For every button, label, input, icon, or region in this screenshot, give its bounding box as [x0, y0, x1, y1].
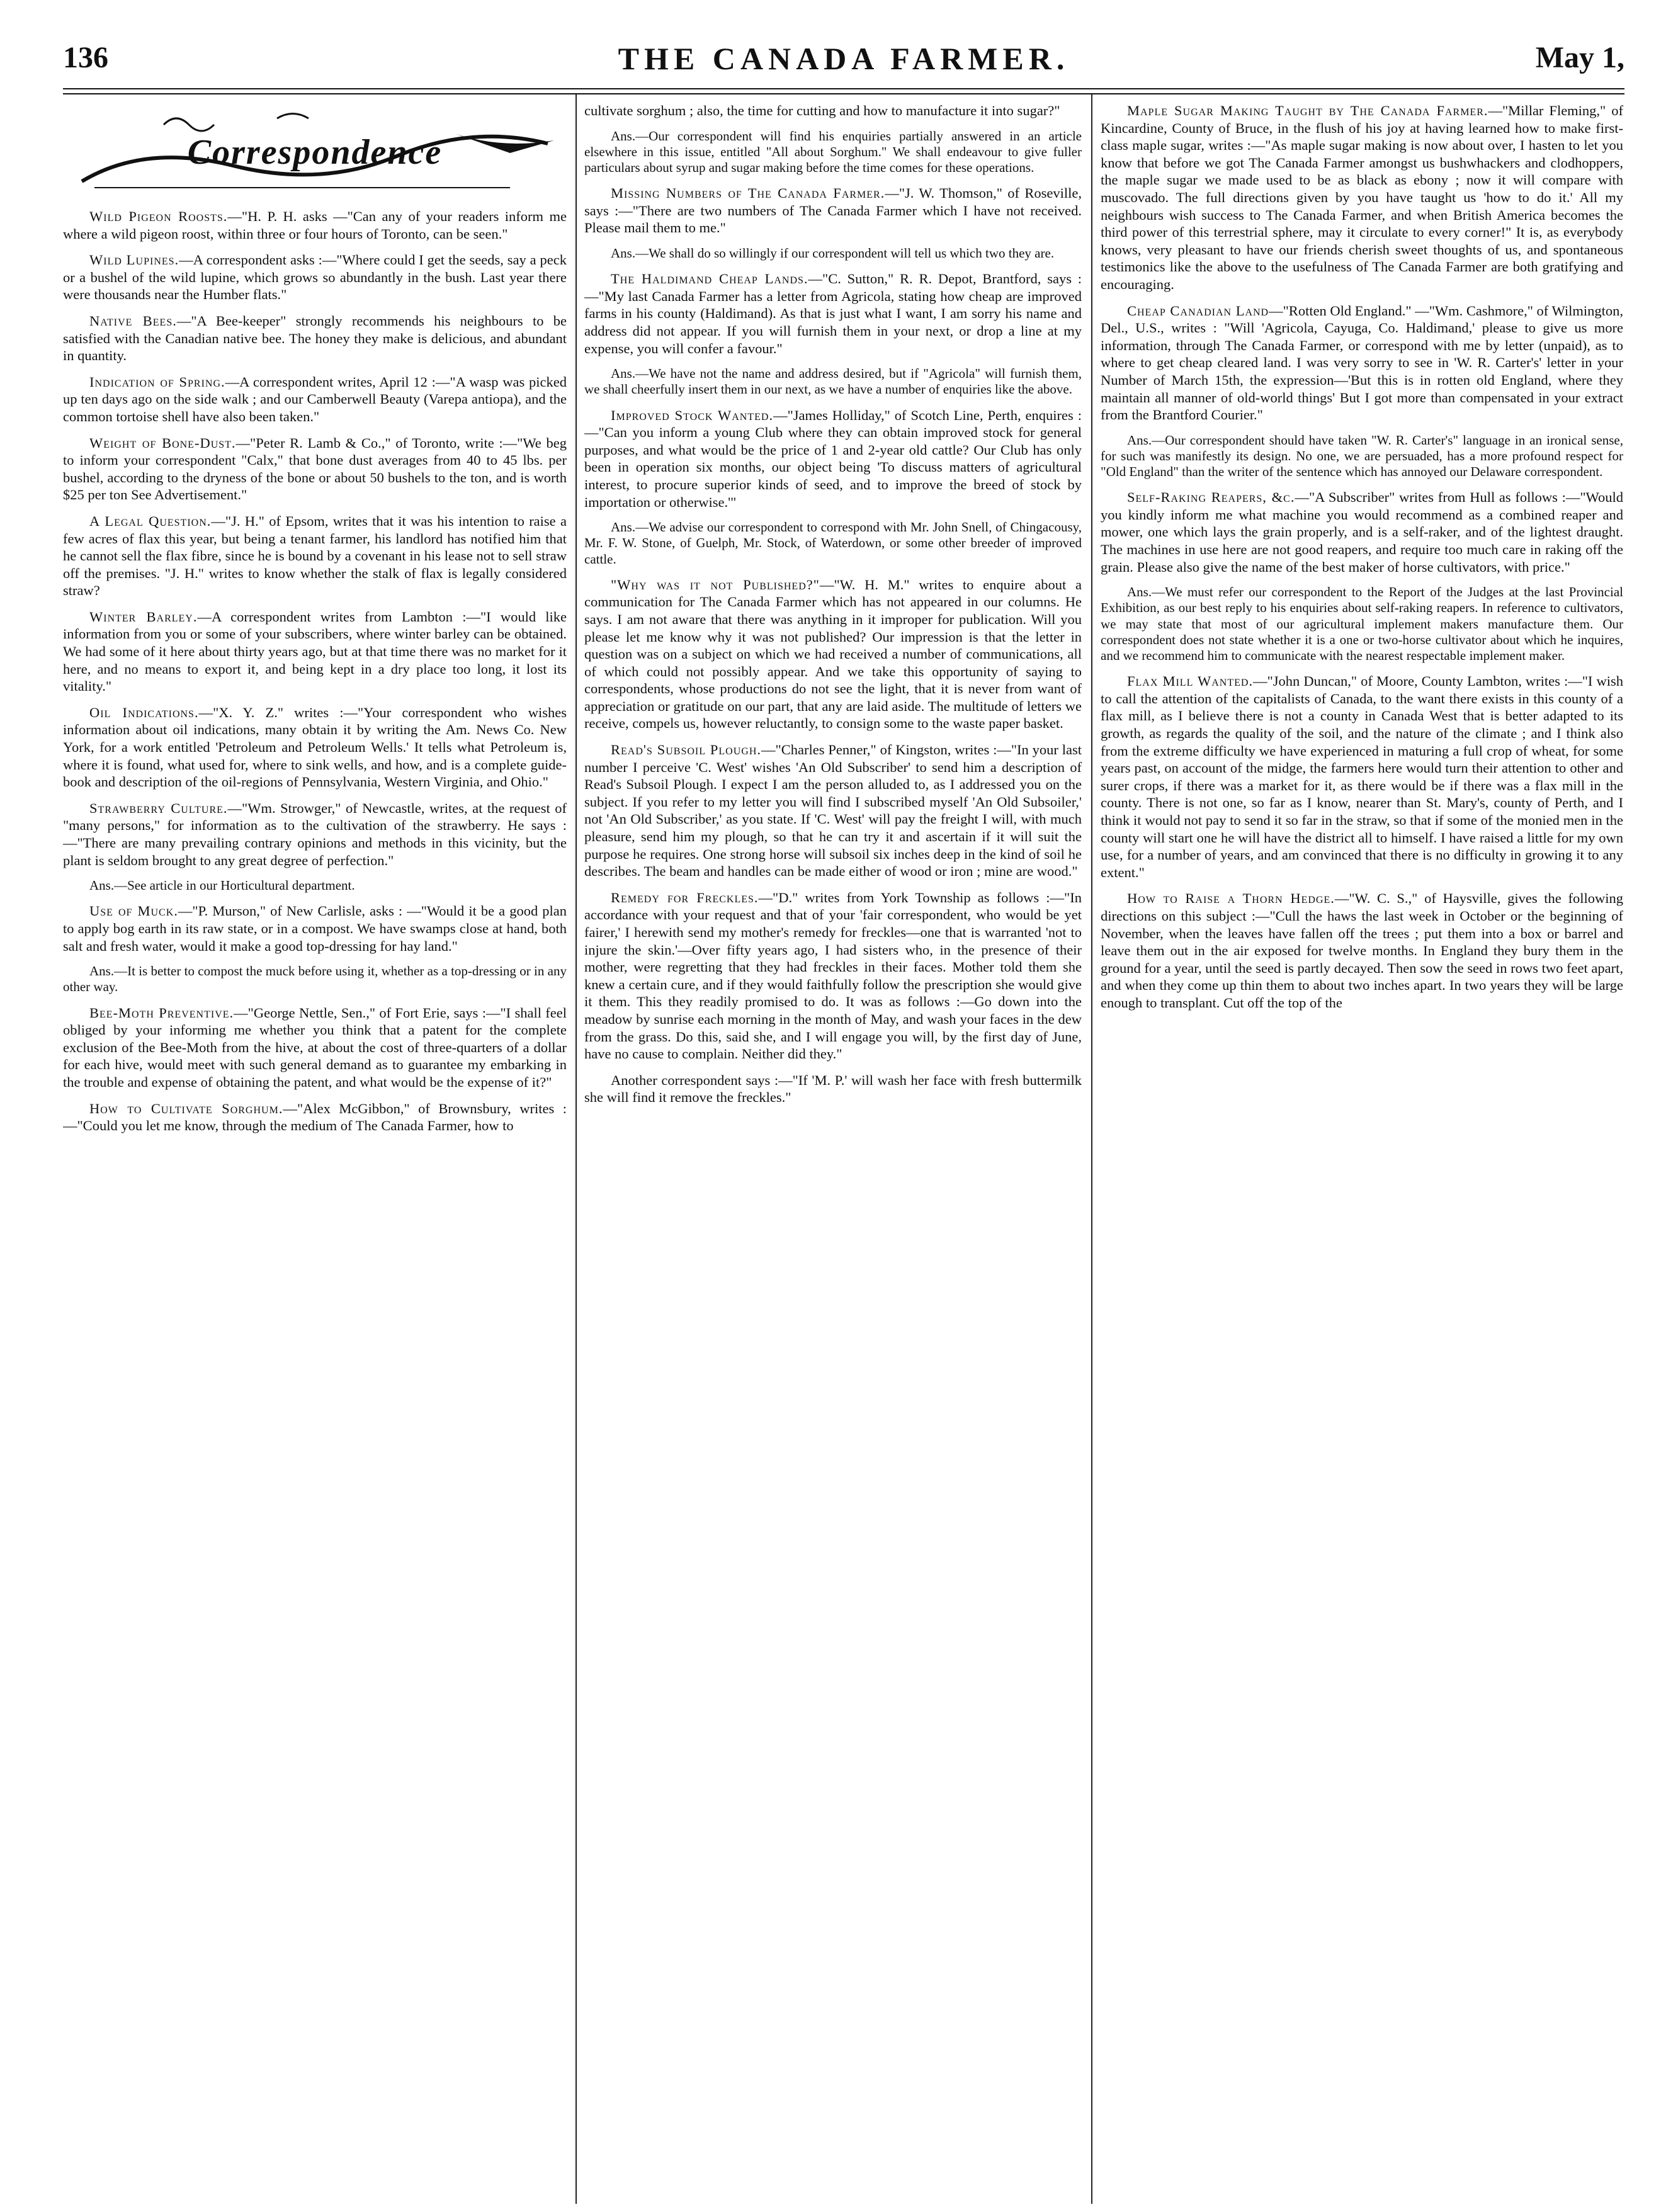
article-text: —"J. W. Thomson," of Roseville, says :—"There are two numbers of The Canada Farmer which I have not received. Please mail them to me.": [584, 185, 1082, 236]
column-divider: [1091, 94, 1092, 2204]
masthead-title: THE CANADA FARMER.: [618, 41, 1070, 76]
issue-date: May 1,: [1535, 41, 1624, 74]
article-paragraph: [584, 184, 1082, 237]
article-heading: Native Bees.: [89, 312, 177, 329]
article-paragraph: [63, 1004, 567, 1091]
article-paragraph: [584, 889, 1082, 1063]
article-heading: Maple Sugar Making Taught by The Canada Farmer.: [1127, 103, 1488, 118]
article-heading: Read's Subsoil Plough.: [611, 742, 762, 758]
article-heading: Weight of Bone-Dust.: [89, 434, 236, 451]
article-text: —"J. H." of Epsom, writes that it was his intention to raise a few acres of flax this year, but being a tenant farmer, his landlord has notified him that he cannot sell the flax fibre, since he is bound by a covenant in his lease not to sell straw off the premises. "J. H." writes to know whether the stalk of flax is legally considered straw?: [63, 513, 567, 599]
article-text: —A correspondent asks :—"Where could I get the seeds, say a peck or a bushel of the wild lupine, which grows so abundantly in the bush. Last year there were thousands near the Humber flats.": [63, 252, 567, 303]
article-heading: A Legal Question.: [89, 513, 212, 529]
article-paragraph: [584, 102, 1082, 120]
column-2: [584, 102, 1082, 2199]
article-paragraph: [1101, 672, 1623, 881]
article-text: —"Peter R. Lamb & Co.," of Toronto, write :—"We beg to inform your correspondent "Calx," that bone dust averages from 40 to 45 lbs. per bushel, according to the dryness of the bone or about 50 bushels to the ton, and is worth $25 per ton See Advertisement.": [63, 434, 567, 503]
article-heading: Use of Muck.: [89, 903, 178, 919]
article-heading: The Haldimand Cheap Lands.: [611, 271, 808, 287]
article-text: Ans.—Our correspondent should have taken "W. R. Carter's" language in an ironical sense, for such was manifestly its design. No one, we are persuaded, has a more profound respect for "Old England" than the writer of the sentence which has annoyed our Delaware correspondent.: [1101, 432, 1623, 480]
article-text: —"Rotten Old England." —"Wm. Cashmore," of Wilmington, Del., U.S., writes : "Will 'Agricola, Cayuga, Co. Haldimand,' please to give us more information, through The Canada Farmer, or correspond with me by letter (unpaid), as to where to get cheap cleared land. I was very sorry to see in 'W. R. Carter's' letter in your Number of March 15th, the expression—'But this is in rotten old England, where they maintain all manner of old-world things' But I got more than compensated in your extract from the Brantford Courier.": [1101, 302, 1623, 423]
column-1: [63, 208, 567, 2198]
article-text: Ans.—We shall do so willingly if our correspondent will tell us which two they are.: [611, 245, 1055, 261]
article-paragraph: [1101, 433, 1623, 480]
article-text: —"Millar Fleming," of Kincardine, County of Bruce, in the flush of his joy at having learned how to make first-class maple sugar, writes :—"As maple sugar making is now about over, I hasten to let you know that before we got The Canada Farmer amongst us bushwhackers and clodhoppers, the maple sugar we made used to be as black as ebony ; now it will compare with muscovado. The full directions given by you have taught us 'how to do it.' All my neighbours wish success to The Canada Farmer, and when British America becomes the third power of this terrestrial sphere, may it circulate to every corner!" It is, as everybody knows, very pleasant to have our friends cherish sweet thoughts of us, and spontaneous testimonics like the above to the usefulness of The Canada Farmer are both gratifying and encouraging.: [1101, 103, 1623, 292]
article-paragraph: [63, 704, 567, 791]
article-paragraph: [584, 576, 1082, 732]
section-title-banner: [69, 106, 560, 200]
article-text: —"D." writes from York Township as follows :—"In accordance with your request and that of your 'fair correspondent, who would be yet fairer,' I herewith send my mother's remedy for freckles—one that is warranted 'not to injure the skin.'—Over fifty years ago, I had sisters who, in the presence of their mother, were regretting that they had freckles in their faces. Mother told them she knew a certain cure, and if they would faithfully follow the prescription she would give it them. This they readily promised to do. It was as follows :—Go down into the meadow by sunrise each morning in the month of May, and wash your faces in the dew from the grass. Do this, said she, and I will engage you will, by the first day of June, have no cause to complain. Neither did they.": [584, 889, 1082, 1062]
article-text: Ans.—We must refer our correspondent to the Report of the Judges at the last Provincial Exhibition, as our best reply to his enquiries about self-raking reapers. In reference to cultivators, we may state that most of our agricultural implement makers manufacture them. Our correspondent does not state whether it is a one or two-horse cultivator about which he inquires, and we recommend him to communicate with the nearest respectable implement maker.: [1101, 584, 1623, 664]
article-text: —"P. Murson," of New Carlisle, asks : —"Would it be a good plan to apply bog earth in its raw state, or in a compost. We have swamps close at hand, both salt and fresh water, would it make a good top-dressing for hay land.": [63, 903, 567, 954]
article-paragraph: [584, 407, 1082, 511]
page-header: [63, 40, 1624, 91]
article-heading: Bee-Moth Preventive.: [89, 1004, 234, 1021]
article-text: —"W. H. M." writes to enquire about a communication for The Canada Farmer which has not appeared in our columns. He says. I am not aware that there was anything in it improper for publication. Will you please let me know why it was not published? Our impression is that the letter in question was on a subject on which we had received a number of communications, all of which could not possibly appear. And we take this opportunity of saying to correspondents, whose productions do not see the light, that it is never from want of appreciation or gratitude on our part, that any are laid aside. The multitude of letters we receive, compels us, however reluctantly, to consign some to the waste paper basket.: [584, 576, 1082, 732]
header-rule: [63, 88, 1624, 94]
article-paragraph: [63, 434, 567, 504]
article-text: —"A Subscriber" writes from Hull as follows :—"Would you kindly inform me what machine you would recommend as a combined reaper and mower, one which lays the grain properly, and is a self-raker, and of the lightest draught. The machines in use here are not good reapers, and require too much care in raking off the grain. Please also give the name of the best maker of horse cultivators, with price.": [1101, 489, 1623, 575]
article-paragraph: [584, 1072, 1082, 1106]
article-heading: Wild Pigeon Roosts.: [89, 208, 228, 224]
article-heading: How to Cultivate Sorghum.: [89, 1100, 283, 1116]
article-text: —"X. Y. Z." writes :—"Your correspondent who wishes information about oil indications, many obtain it by writing the Am. News Co. New York, for a work entitled 'Petroleum and Petroleum Wells.' It tells what Petroleum is, where it is found, what used for, where to sink wells, and how, and is a complete guide-book and description of the oil-regions of Pennsylvania, Western Virginia, and Ohio.": [63, 704, 567, 790]
article-heading: Indication of Spring.: [89, 373, 225, 390]
article-paragraph: [1101, 584, 1623, 664]
article-paragraph: [63, 608, 567, 695]
article-paragraph: [584, 366, 1082, 397]
article-text: —"Wm. Strowger," of Newcastle, writes, at the request of "many persons," for information as to the cultivation of the strawberry. He says :—"There are many prevailing contrary opinions and methods in this vicinity, but the plant is seldom brought to any great degree of perfection.": [63, 800, 567, 868]
article-paragraph: [584, 519, 1082, 567]
article-heading: Winter Barley.: [89, 608, 198, 625]
article-paragraph: [63, 963, 567, 995]
article-paragraph: [584, 270, 1082, 357]
article-text: Ans.—See article in our Horticultural department.: [89, 878, 355, 893]
article-paragraph: [63, 373, 567, 426]
article-paragraph: [63, 312, 567, 365]
article-paragraph: [1101, 890, 1623, 1011]
article-paragraph: [63, 208, 567, 242]
article-text: cultivate sorghum ; also, the time for cutting and how to manufacture it into sugar?": [584, 103, 1060, 118]
article-heading: Cheap Canadian Land: [1127, 302, 1269, 319]
article-text: Ans.—Our correspondent will find his enquiries partially answered in an article elsewhere in this issue, entitled "All about Sorghum." We shall endeavour to give fuller particulars about syrup and sugar making before the time comes for these operations.: [584, 128, 1082, 175]
article-heading: Flax Mill Wanted.: [1127, 673, 1254, 689]
article-text: Ans.—We advise our correspondent to correspond with Mr. John Snell, of Chingacousy, Mr. F. W. Stone, of Guelph, Mr. Stock, of Waterdown, or some other breeder of improved cattle.: [584, 519, 1082, 567]
article-text: —"John Duncan," of Moore, County Lambton, writes :—"I wish to call the attention of the capitalists of Canada, to the want there exists in this county of a flax mill, as I believe there is not a county in Canada West that is better adapted to its growth, as regards the quality of the soil, and the nature of the climate ; and I think also from the extreme difficulty we have experienced in maturing a full crop of wheat, for some years past, on account of the midge, the farmers here would turn their attention to other and surer crops, if there was a market for it, as there would be if there was a flax mill in the county. There is not one, so far as I know, nearer than St. Mary's, county of Perth, and I think it would not pay to send it so far in the straw, so that if some of the monied men in the county will start one he will have the district all to himself. I have raised a little for my own use, for a number of years, and am convinced that there is no difficulty in growing it to any extent.": [1101, 673, 1623, 880]
article-paragraph: [584, 128, 1082, 176]
article-text: Ans.—We have not the name and address desired, but if "Agricola" will furnish them, we shall cheerfully insert them in our next, as we have a number of enquiries like the above.: [584, 366, 1082, 397]
article-heading: "Why was it not Published?": [611, 576, 820, 593]
article-heading: Wild Lupines.: [89, 252, 179, 268]
article-text: —"A Bee-keeper" strongly recommends his neighbours to be satisfied with the Canadian native bee. The honey they make is delicious, and abundant in quantity.: [63, 312, 567, 364]
article-paragraph: [584, 741, 1082, 880]
article-heading: Missing Numbers of The Canada Farmer.: [611, 185, 885, 201]
article-text: —"C. Sutton," R. R. Depot, Brantford, says :—"My last Canada Farmer has a letter from Agricola, stating how cheap are improved farms in his county (Haldimand). As that is just what I want, I am sorry his name and address did not appear. If you will furnish them in your next, or drop a line at my expense, you will confer a favour.": [584, 271, 1082, 356]
article-text: —"W. C. S.," of Haysville, gives the following directions on this subject :—"Cull the haws the last week in October or the beginning of November, when the leaves have fallen off the trees ; put them into a box or barrel and leave them out in the air exposed for twelve months. In England they bury them in the ground for a year, until the seed is partly decayed. Then sow the seed in rows two feet apart, and when they come up thin them to about two inches apart. In two years they will be large enough to transplant. Cut off the top of the: [1101, 890, 1623, 1011]
section-title: Correspondence: [187, 133, 443, 172]
article-heading: Strawberry Culture.: [89, 800, 228, 816]
article-text: —"Charles Penner," of Kingston, writes :—"In your last number I perceive 'C. West' wishes 'An Old Subscriber' to send him a description of Read's Subsoil Plough. I expect I am the person alluded to, as I addressed you on the subject. If you refer to my letter you will find I subscribed myself 'An Old Subsoiler,' not 'An Old Subscriber,' as you state. If 'C. West' will pay the freight I will, with much pleasure, send him my plough, so that he can try it and ascertain if it will suit the purpose he requires. One strong horse will subsoil six inches deep in the kind of soil he describes. The beam and handles can be made either of wood or iron ; mine are wood.": [584, 742, 1082, 880]
article-heading: How to Raise a Thorn Hedge.: [1127, 890, 1335, 907]
article-paragraph: [63, 800, 567, 869]
column-3: [1101, 102, 1623, 2199]
article-text: —A correspondent writes from Lambton :—"I would like information from you or some of your subscribers, where winter barley can be obtained. We had some of it here about thirty years ago, but at that time there was no market for it here, and no means to export it, and being kept in a dry place too long, it lost its vitality.": [63, 608, 567, 695]
article-heading: Oil Indications.: [89, 704, 199, 720]
column-divider: [575, 94, 577, 2204]
article-paragraph: [1101, 302, 1623, 424]
article-text: —A correspondent writes, April 12 :—"A wasp was picked up ten days ago on the side walk ; and our Camberwell Beauty (Varepa antiopa), and the common tortoise shell have also been taken.": [63, 373, 567, 424]
article-text: Ans.—It is better to compost the muck before using it, whether as a top-dressing or in any other way.: [63, 963, 567, 995]
article-paragraph: [63, 878, 567, 893]
article-heading: Remedy for Freckles.: [611, 889, 759, 905]
article-heading: Self-Raking Reapers, &c.: [1127, 489, 1295, 506]
article-text: —"H. P. H. asks —"Can any of your readers inform me where a wild pigeon roost, within three or four hours of Toronto, can be seen.": [63, 208, 567, 242]
article-paragraph: [63, 513, 567, 599]
article-text: —"Alex McGibbon," of Brownsbury, writes :—"Could you let me know, through the medium of The Canada Farmer, how to: [63, 1100, 567, 1134]
article-text: —"James Holliday," of Scotch Line, Perth, enquires :—"Can you inform a young Club where they can obtain improved stock for general purposes, and what would be the price of 1 and 2-year old cattle? Our Club has only been in operation six months, our object being 'To discuss matters of agricultural interest, to procure superior kinds of seed, and to improve the breed of stock by importation or otherwise.'": [584, 407, 1082, 510]
article-paragraph: [63, 902, 567, 955]
article-paragraph: [63, 251, 567, 303]
page-number: 136: [63, 41, 108, 74]
article-heading: Improved Stock Wanted.: [611, 407, 774, 423]
article-text: —"George Nettle, Sen.," of Fort Erie, says :—"I shall feel obliged by your informing me whether you think that a patent for the complete exclusion of the Bee-Moth from the hive, at about the cost of three-quarters of a dollar for each hive, would meet with such general demand as to guarantee my embarking in the trouble and expense of obtaining the patent, and what would be the expense of it?": [63, 1004, 567, 1090]
article-paragraph: [63, 1100, 567, 1135]
article-text: Another correspondent says :—"If 'M. P.' will wash her face with fresh buttermilk she will find it remove the freckles.": [584, 1072, 1082, 1106]
article-paragraph: [1101, 489, 1623, 576]
article-paragraph: [1101, 102, 1623, 293]
article-paragraph: [584, 246, 1082, 261]
